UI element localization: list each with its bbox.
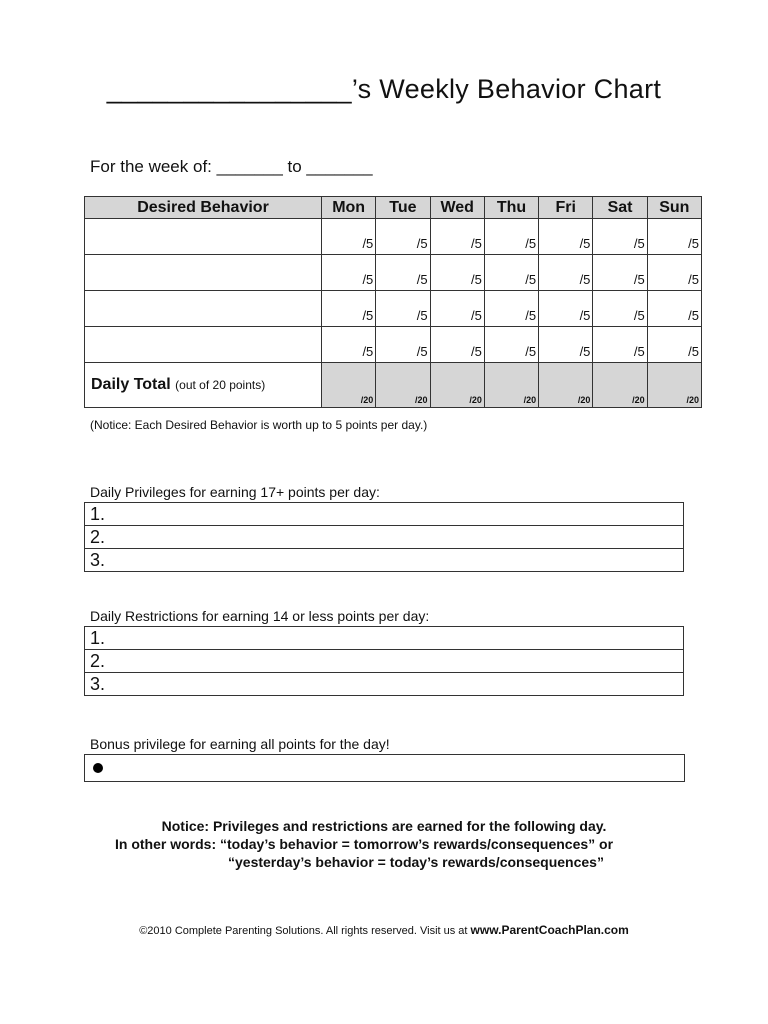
footer-website-link[interactable]: www.ParentCoachPlan.com (470, 923, 629, 937)
behavior-name-cell[interactable] (85, 291, 322, 327)
restriction-item[interactable]: 2. (85, 650, 684, 673)
behavior-row (85, 291, 702, 327)
rules-notice (0, 817, 768, 871)
score-cell[interactable]: /5 (539, 255, 593, 291)
score-cell[interactable]: /5 (647, 327, 701, 363)
score-cell[interactable]: /5 (430, 291, 484, 327)
header-day-sun: Sun (647, 197, 701, 219)
header-day-thu: Thu (484, 197, 538, 219)
score-cell[interactable]: /5 (539, 291, 593, 327)
score-cell[interactable]: /5 (593, 327, 647, 363)
footer (0, 923, 768, 937)
header-day-fri: Fri (539, 197, 593, 219)
restriction-item[interactable]: 1. (85, 627, 684, 650)
restriction-item[interactable]: 3. (85, 673, 684, 696)
behavior-row (85, 327, 702, 363)
score-cell[interactable]: /5 (376, 327, 430, 363)
score-cell[interactable]: /5 (647, 255, 701, 291)
score-cell[interactable]: /5 (322, 255, 376, 291)
score-cell[interactable]: /5 (322, 291, 376, 327)
total-cell[interactable]: /20 (376, 363, 430, 408)
total-cell[interactable]: /20 (539, 363, 593, 408)
privileges-label: Daily Privileges for earning 17+ points per day: (90, 484, 380, 500)
bonus-label: Bonus privilege for earning all points for the day! (90, 736, 390, 752)
behavior-name-cell[interactable] (85, 219, 322, 255)
behavior-chart-table (84, 196, 702, 408)
week-of-line: For the week of: _______ to _______ (90, 157, 373, 176)
score-cell[interactable]: /5 (376, 291, 430, 327)
header-day-sat: Sat (593, 197, 647, 219)
bullet-icon (93, 763, 103, 773)
score-cell[interactable]: /5 (430, 219, 484, 255)
restrictions-table (84, 626, 684, 696)
privilege-item[interactable]: 2. (85, 526, 684, 549)
score-cell[interactable]: /5 (484, 327, 538, 363)
rules-notice-line3: “yesterday’s behavior = today’s rewards/consequences” (228, 854, 604, 870)
privilege-item[interactable]: 1. (85, 503, 684, 526)
score-cell[interactable]: /5 (539, 219, 593, 255)
score-cell[interactable]: /5 (322, 219, 376, 255)
daily-total-sublabel: (out of 20 points) (175, 378, 266, 392)
total-cell[interactable]: /20 (647, 363, 701, 408)
score-cell[interactable]: /5 (647, 291, 701, 327)
total-cell[interactable]: /20 (322, 363, 376, 408)
behavior-name-cell[interactable] (85, 327, 322, 363)
rules-notice-line2: In other words: “today’s behavior = tomorrow’s rewards/consequences” or (115, 836, 614, 852)
score-cell[interactable]: /5 (484, 255, 538, 291)
score-cell[interactable]: /5 (430, 255, 484, 291)
behavior-row (85, 219, 702, 255)
score-cell[interactable]: /5 (539, 327, 593, 363)
behavior-row (85, 255, 702, 291)
score-cell[interactable]: /5 (322, 327, 376, 363)
header-day-mon: Mon (322, 197, 376, 219)
header-desired-behavior: Desired Behavior (85, 197, 322, 219)
score-cell[interactable]: /5 (484, 291, 538, 327)
score-cell[interactable]: /5 (430, 327, 484, 363)
rules-notice-line1: Notice: Privileges and restrictions are earned for the following day. (161, 818, 607, 834)
points-notice: (Notice: Each Desired Behavior is worth up to 5 points per day.) (90, 418, 428, 432)
score-cell[interactable]: /5 (593, 291, 647, 327)
header-day-wed: Wed (430, 197, 484, 219)
total-cell[interactable]: /20 (593, 363, 647, 408)
bonus-privilege-field[interactable] (84, 754, 685, 782)
score-cell[interactable]: /5 (376, 219, 430, 255)
header-day-tue: Tue (376, 197, 430, 219)
page-title: ________________’s Weekly Behavior Chart (106, 74, 662, 104)
score-cell[interactable]: /5 (376, 255, 430, 291)
behavior-name-cell[interactable] (85, 255, 322, 291)
total-cell[interactable]: /20 (484, 363, 538, 408)
daily-total-label-cell (85, 363, 322, 408)
chart-header-row (85, 197, 702, 219)
score-cell[interactable]: /5 (647, 219, 701, 255)
restrictions-label: Daily Restrictions for earning 14 or less points per day: (90, 608, 430, 624)
total-cell[interactable]: /20 (430, 363, 484, 408)
score-cell[interactable]: /5 (593, 255, 647, 291)
score-cell[interactable]: /5 (484, 219, 538, 255)
footer-copyright: ©2010 Complete Parenting Solutions. All rights reserved. Visit us at (139, 925, 471, 937)
privilege-item[interactable]: 3. (85, 549, 684, 572)
daily-total-row (85, 363, 702, 408)
daily-total-label: Daily Total (91, 376, 171, 393)
score-cell[interactable]: /5 (593, 219, 647, 255)
privileges-table (84, 502, 684, 572)
